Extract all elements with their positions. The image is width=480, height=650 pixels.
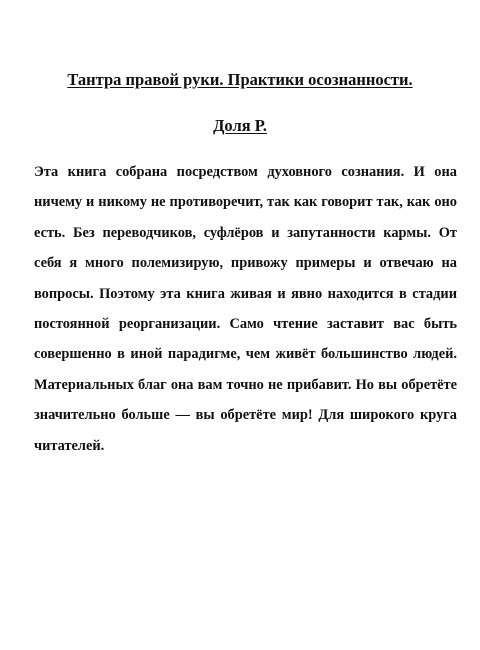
book-title: Тантра правой руки. Практики осознанности. (67, 70, 413, 89)
book-annotation: Эта книга собрана посредством духовного сознания. И она ничему и никому не противоречит, так как говорит так, как оно есть. Без переводчиков, суфлёров и запутанности кармы. От себя я много полемизирую, привожу примеры и отвечаю на вопросы. Поэтому эта книга живая и явно находится в стадии постоянной реорганизации. Само чтение заставит вас быть совершенно в иной парадигме, чем живёт большинство людей. Материальных благ она вам точно не прибавит. Но вы обретёте значительно больше — вы обретёте мир! Для широкого круга читателей. (34, 164, 457, 454)
book-author: Доля Р. (213, 116, 267, 135)
